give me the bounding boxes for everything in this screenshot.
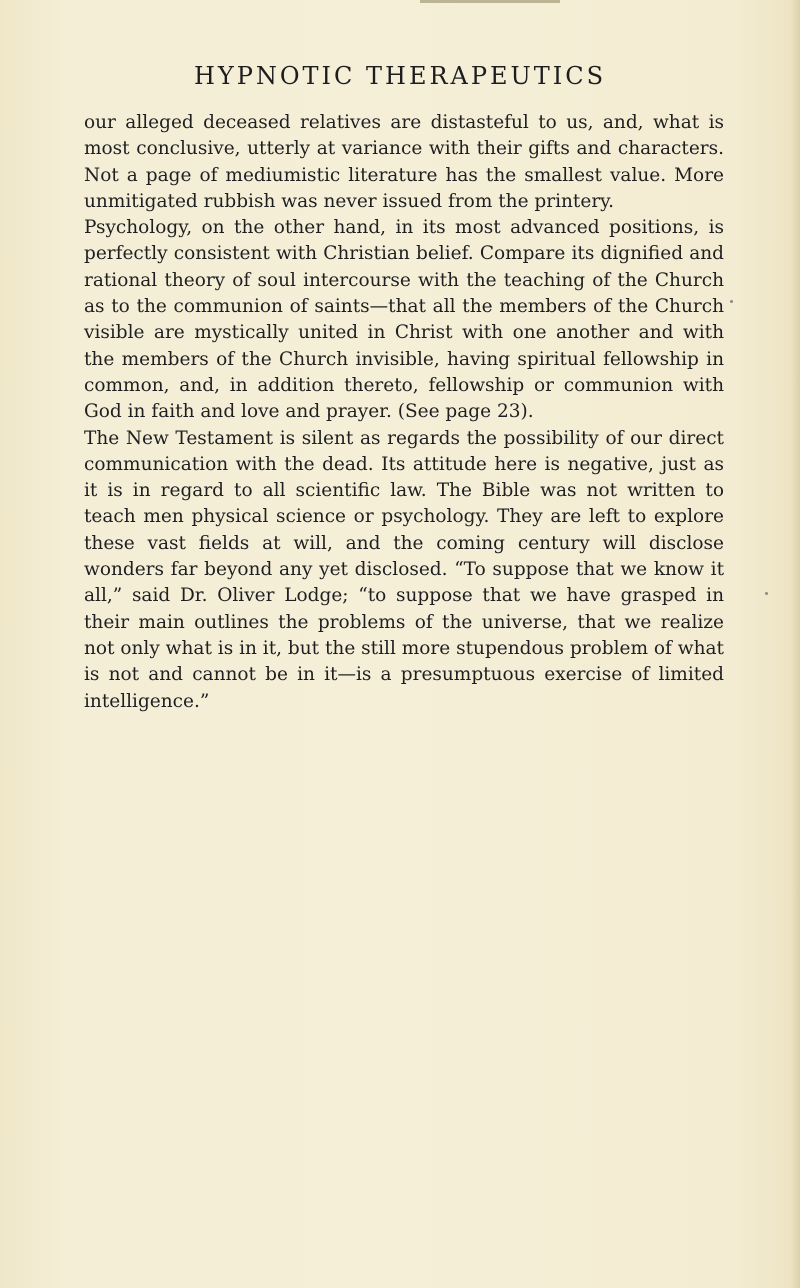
paragraph: our alleged deceased relatives are distasteful to us, and, what is most conclusive, utterly at variance with their gifts and characters. Not a page of mediumistic literature has the smallest value. More unmitigated rubbish was never issued from the printery. [84,112,724,212]
running-head: HYPNOTIC THERAPEUTICS [193,62,607,90]
stray-mark [730,300,733,303]
page-edge-shadow [790,0,800,1288]
paragraph: Psychology, on the other hand, in its most advanced positions, is perfectly consistent with Christian belief. Compare its dignified and rational theory of soul intercourse with the teaching of the Church as to the communion of saints—that all the members of the Church visible are mystically united in Christ with one another and with the members of the Church invisible, having spiritual fellowship in common, and, in addition thereto, fellowship or communion with God in faith and love and prayer. (See page 23). [84,217,724,423]
top-edge-rule [420,0,560,3]
paragraph: The New Testament is silent as regards the possibility of our direct communication with the dead. Its attitude here is negative, just as it is in regard to all scientific law. The Bible was not written to teach men physical science or psychology. They are left to explore these vast fields at will, and the coming century will disclose wonders far beyond any yet disclosed. “To suppose that we know it all,” said Dr. Oliver Lodge; “to suppose that we have grasped in their main outlines the problems of the universe, that we realize not only what is in it, but the still more stupendous problem of what is not and cannot be in it—is a presumptuous exercise of limited intelligence.” [84,427,724,712]
body-text [84,110,724,715]
stray-mark [765,592,768,595]
